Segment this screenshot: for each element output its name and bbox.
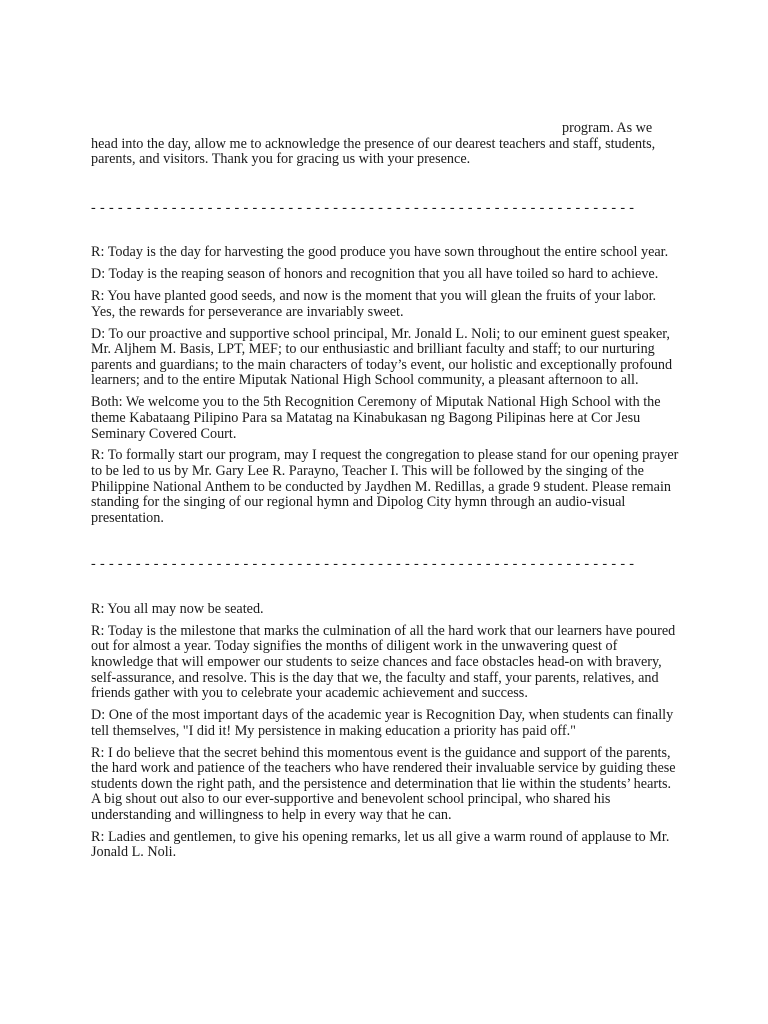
script-line: R: You all may now be seated. bbox=[91, 600, 264, 617]
script-line: R: You have planted good seeds, and now is the moment that you will glean the fruits of your labor. Yes, the rewards for perseverance are invariably sweet. bbox=[91, 288, 657, 320]
script-line: R: I do believe that the secret behind this momentous event is the guidance and support of the parents, the hard work and patience of the teachers who have rendered their invaluable service by guiding these students down the right path, and the persistence and determination that lie within the students’ hearts. A big shout out also to our ever-supportive and benevolent school principal, who shared his understanding and willingness to help in every way that he can. bbox=[91, 744, 676, 823]
script-line: R: Today is the day for harvesting the good produce you have sown throughout the entire school year. bbox=[91, 244, 669, 261]
script-line: R: Ladies and gentlemen, to give his opening remarks, let us all give a warm round of applause to Mr. Jonald L. Noli. bbox=[91, 828, 670, 861]
script-line: D: One of the most important days of the academic year is Recognition Day, when students can finally tell themselves, "I did it! My persistence in making education a priority has paid off." bbox=[91, 707, 674, 739]
script-line: R: To formally start our program, may I request the congregation to please stand for our opening prayer to be led to us by Mr. Gary Lee R. Parayno, Teacher I. This will be followed by the singing of the Philippine National Anthem to be conducted by Jaydhen M. Redillas, a grade 9 student. Please remain standing for the singing of our regional hymn and Dipolog City hymn through an audio-visual presentation. bbox=[91, 447, 679, 526]
document-page bbox=[91, 121, 681, 867]
section-separator: - - - - - - - - - - - - - - - - - - - - - - - - - - - - - - - - - - - - - - - - - - - - - - - - - - - - - - - - - - - - - bbox=[91, 556, 635, 573]
script-line: D: Today is the reaping season of honors and recognition that you all have toiled so hard to achieve. bbox=[91, 266, 659, 283]
script-line: R: Today is the milestone that marks the culmination of all the hard work that our learners have poured out for almost a year. Today signifies the months of diligent work in the unwavering quest of knowledge that will empower our students to seize chances and face obstacles head-on with bravery, self-assurance, and resolve. This is the day that we, the faculty and staff, your parents, relatives, and friends gather with you to celebrate your academic achievement and success. bbox=[91, 622, 676, 702]
script-line: D: To our proactive and supportive school principal, Mr. Jonald L. Noli; to our eminent guest speaker, Mr. Aljhem M. Basis, LPT, MEF; to our enthusiastic and brilliant faculty and staff; to our nurturing parents and guardians; to the main characters of today’s event, our holistic and exceptionally profound learners; and to the entire Miputak National High School community, a pleasant afternoon to all. bbox=[91, 325, 673, 389]
section-separator: - - - - - - - - - - - - - - - - - - - - - - - - - - - - - - - - - - - - - - - - - - - - - - - - - - - - - - - - - - - - - bbox=[91, 199, 635, 216]
script-line: Both: We welcome you to the 5th Recognition Ceremony of Miputak National High School with the theme Kabataang Pilipino Para sa Matatag na Kinabukasan ng Bagong Pilipinas here at Cor Jesu Seminary Covered Court. bbox=[91, 394, 661, 442]
intro-paragraph: program. As we head into the day, allow me to acknowledge the presence of our dearest teachers and staff, students, parents, and visitors. Thank you for gracing us with your presence. bbox=[91, 120, 656, 168]
